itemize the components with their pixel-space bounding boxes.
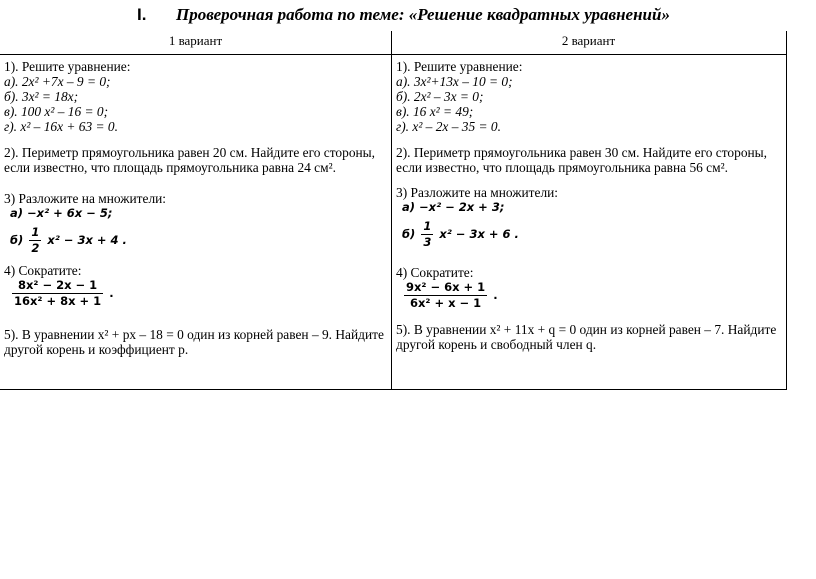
fraction bbox=[404, 280, 487, 311]
task-4-fraction bbox=[10, 278, 114, 309]
task-4-fraction bbox=[402, 280, 498, 311]
task-4-heading: 4) Сократите: bbox=[396, 265, 474, 280]
task-5-line-2: другой корень и коэффициент p. bbox=[4, 342, 189, 357]
page-title: Проверочная работа по теме: «Решение квадратных уравнений» bbox=[176, 5, 670, 24]
variant-1-task-2 bbox=[4, 145, 375, 175]
item-b-prefix: б) bbox=[10, 233, 24, 247]
equation-d: г). x² – 2x – 35 = 0. bbox=[396, 119, 501, 134]
section-number: I. bbox=[137, 5, 147, 24]
fraction-denominator: 16x² + 8x + 1 bbox=[14, 294, 102, 308]
fraction bbox=[421, 219, 433, 250]
fraction-denominator: 6x² + x − 1 bbox=[410, 296, 482, 310]
equation-a: а). 2x² +7x – 9 = 0; bbox=[4, 74, 111, 89]
task-2-line-2: если известно, что площадь прямоугольника равна 24 см². bbox=[4, 160, 336, 175]
task-1-heading: 1). Решите уравнение: bbox=[4, 59, 131, 74]
task-2-line-1: 2). Периметр прямоугольника равен 30 см. Найдите его стороны, bbox=[396, 145, 768, 160]
variant-1-task-1 bbox=[4, 59, 130, 134]
variant-1-task-5 bbox=[4, 327, 384, 357]
variant-2-label: 2 вариант bbox=[561, 33, 616, 48]
variant-2-task-1 bbox=[396, 59, 522, 134]
fraction-numerator: 1 bbox=[423, 219, 432, 233]
variant-2-task-3 bbox=[396, 185, 558, 250]
worksheet-header bbox=[0, 3, 816, 29]
fraction bbox=[29, 225, 41, 256]
fraction-denominator: 3 bbox=[423, 235, 432, 249]
fraction-period: . bbox=[493, 288, 498, 302]
fraction-numerator: 1 bbox=[31, 225, 40, 239]
equation-b: б). 3x² = 18x; bbox=[4, 89, 79, 104]
variant-1-column bbox=[0, 31, 392, 389]
task-3-item-b bbox=[402, 219, 558, 250]
equation-d: г). x² – 16x + 63 = 0. bbox=[4, 119, 118, 134]
fraction-denominator: 2 bbox=[31, 241, 40, 255]
task-3-item-a: а) −x² − 2x + 3; bbox=[402, 200, 505, 214]
item-b-expression: x² − 3x + 4 . bbox=[47, 233, 127, 247]
variant-1-task-4 bbox=[4, 263, 114, 309]
item-b-prefix: б) bbox=[402, 227, 416, 241]
task-1-heading: 1). Решите уравнение: bbox=[396, 59, 523, 74]
task-2-line-2: если известно, что площадь прямоугольника равна 56 см². bbox=[396, 160, 728, 175]
equation-a: а). 3x²+13x – 10 = 0; bbox=[396, 74, 513, 89]
fraction-numerator: 8x² − 2x − 1 bbox=[12, 278, 103, 294]
variant-2-task-4 bbox=[396, 265, 498, 311]
fraction-period: . bbox=[109, 286, 114, 300]
task-3-item-a: а) −x² + 6x − 5; bbox=[10, 206, 113, 220]
item-b-expression: x² − 3x + 6 . bbox=[439, 227, 519, 241]
equation-c: в). 16 x² = 49; bbox=[396, 104, 474, 119]
fraction bbox=[12, 278, 103, 309]
variant-1-label: 1 вариант bbox=[168, 33, 223, 48]
task-3-item-b bbox=[10, 225, 166, 256]
fraction-numerator: 9x² − 6x + 1 bbox=[406, 280, 486, 294]
task-5-line-2: другой корень и свободный член q. bbox=[396, 337, 597, 352]
task-2-line-1: 2). Периметр прямоугольника равен 20 см. Найдите его стороны, bbox=[4, 145, 376, 160]
task-3-heading: 3) Разложите на множители: bbox=[396, 185, 559, 200]
task-4-heading: 4) Сократите: bbox=[4, 263, 82, 278]
task-5-line-1: 5). В уравнении x² + px – 18 = 0 один из корней равен – 9. Найдите bbox=[4, 327, 384, 342]
equation-c: в). 100 x² – 16 = 0; bbox=[4, 104, 109, 119]
variant-2-task-2 bbox=[396, 145, 767, 175]
variant-2-column bbox=[392, 31, 785, 389]
variant-2-task-5 bbox=[396, 322, 776, 352]
task-5-line-1: 5). В уравнении x² + 11x + q = 0 один из корней равен – 7. Найдите bbox=[396, 322, 777, 337]
equation-b: б). 2x² – 3x = 0; bbox=[396, 89, 484, 104]
variant-1-task-3 bbox=[4, 191, 166, 256]
task-3-heading: 3) Разложите на множители: bbox=[4, 191, 167, 206]
variants-table bbox=[0, 31, 787, 390]
